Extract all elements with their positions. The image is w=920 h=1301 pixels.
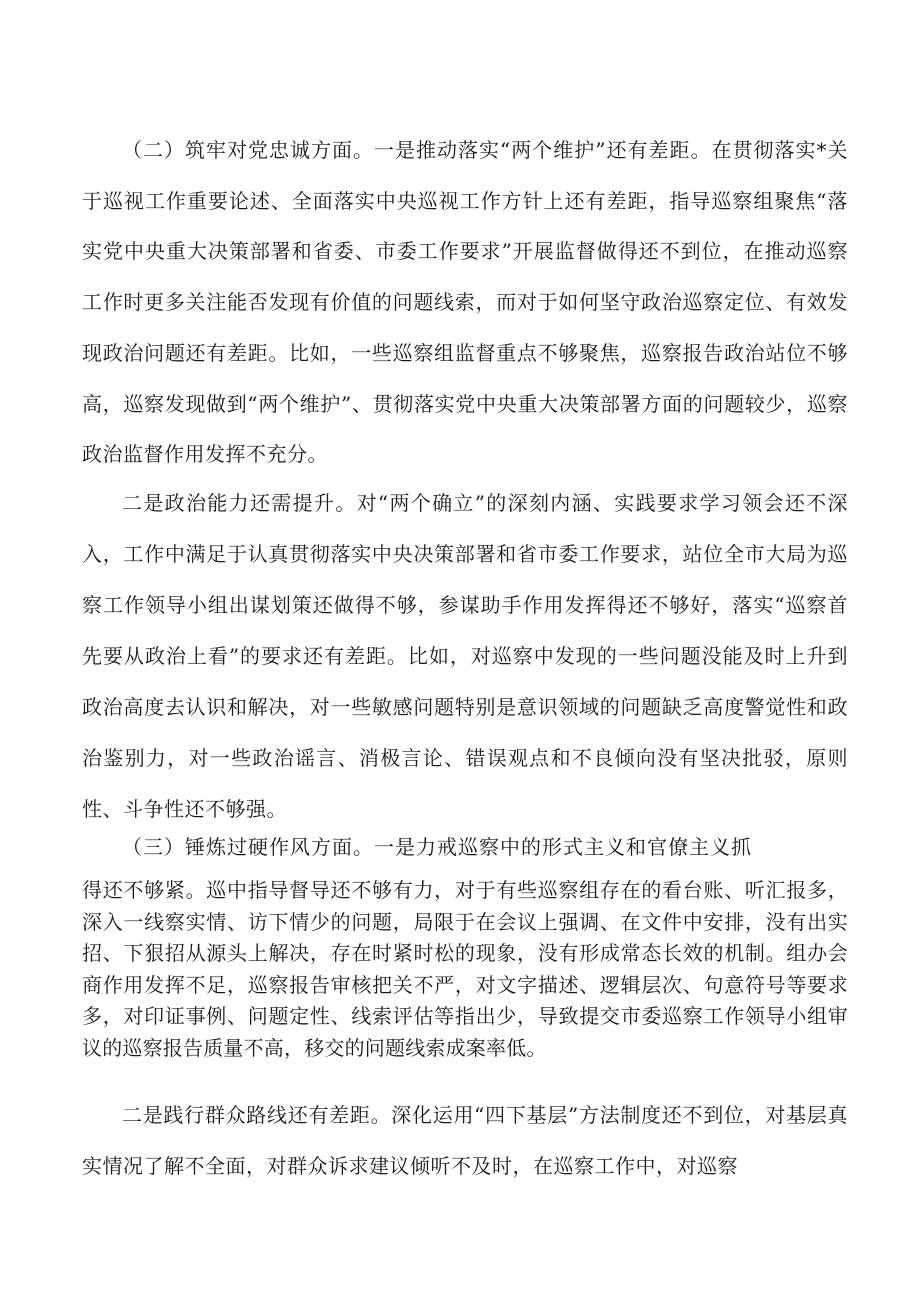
paragraph-political-ability: 二是政治能力还需提升。对“两个确立”的深刻内涵、实践要求学习领会还不深入，工作中满足于认真贯彻落实中央决策部署和省市委工作要求，站位全市大局为巡察工作领导小组出谋划策还做得不够，参谋助手作用发挥得还不够好，落实“巡察首先要从政治上看”的要求还有差距。比如，对巡察中发现的一些问题没能及时上升到政治高度去认识和解决，对一些敏感问题特别是意识领域的问题缺乏高度警觉性和政治鉴别力，对一些政治谣言、消极言论、错误观点和不良倾向没有坚决批驳，原则性、斗争性还不够强。 bbox=[82, 491, 848, 821]
paragraph-work-style-heading-line: （三）锤炼过硬作风方面。一是力戒巡察中的形式主义和官僚主义抓 bbox=[122, 835, 752, 859]
paragraph-work-style-body: 得还不够紧。巡中指导督导还不够有力，对于有些巡察组存在的看台账、听汇报多，深入一线察实情、访下情少的问题，局限于在会议上强调、在文件中安排，没有出实招、下狠招从源头上解决，存在时紧时松的现象，没有形成常态长效的机制。组办会商作用发挥不足，巡察报告审核把关不严，对文字描述、逻辑层次、句意符号等要求多，对印证事例、问题定性、线索评估等指出少，导致提交市委巡察工作领导小组审议的巡察报告质量不高，移交的问题线索成案率低。 bbox=[82, 878, 848, 1060]
paragraph-mass-line: 二是践行群众路线还有差距。深化运用“四下基层”方法制度还不到位，对基层真实情况了解不全面，对群众诉求建议倾听不及时，在巡察工作中，对巡察 bbox=[82, 1103, 848, 1178]
paragraph-loyalty: （二）筑牢对党忠诚方面。一是推动落实“两个维护”还有差距。在贯彻落实*关于巡视工作重要论述、全面落实中央巡视工作方针上还有差距，指导巡察组聚焦“落实党中央重大决策部署和省委、市委工作要求”开展监督做得还不到位，在推动巡察工作时更多关注能否发现有价值的问题线索，而对于如何坚守政治巡察定位、有效发现政治问题还有差距。比如，一些巡察组监督重点不够聚焦，巡察报告政治站位不够高，巡察发现做到“两个维护”、贯彻落实党中央重大决策部署方面的问题较少，巡察政治监督作用发挥不充分。 bbox=[82, 138, 848, 467]
